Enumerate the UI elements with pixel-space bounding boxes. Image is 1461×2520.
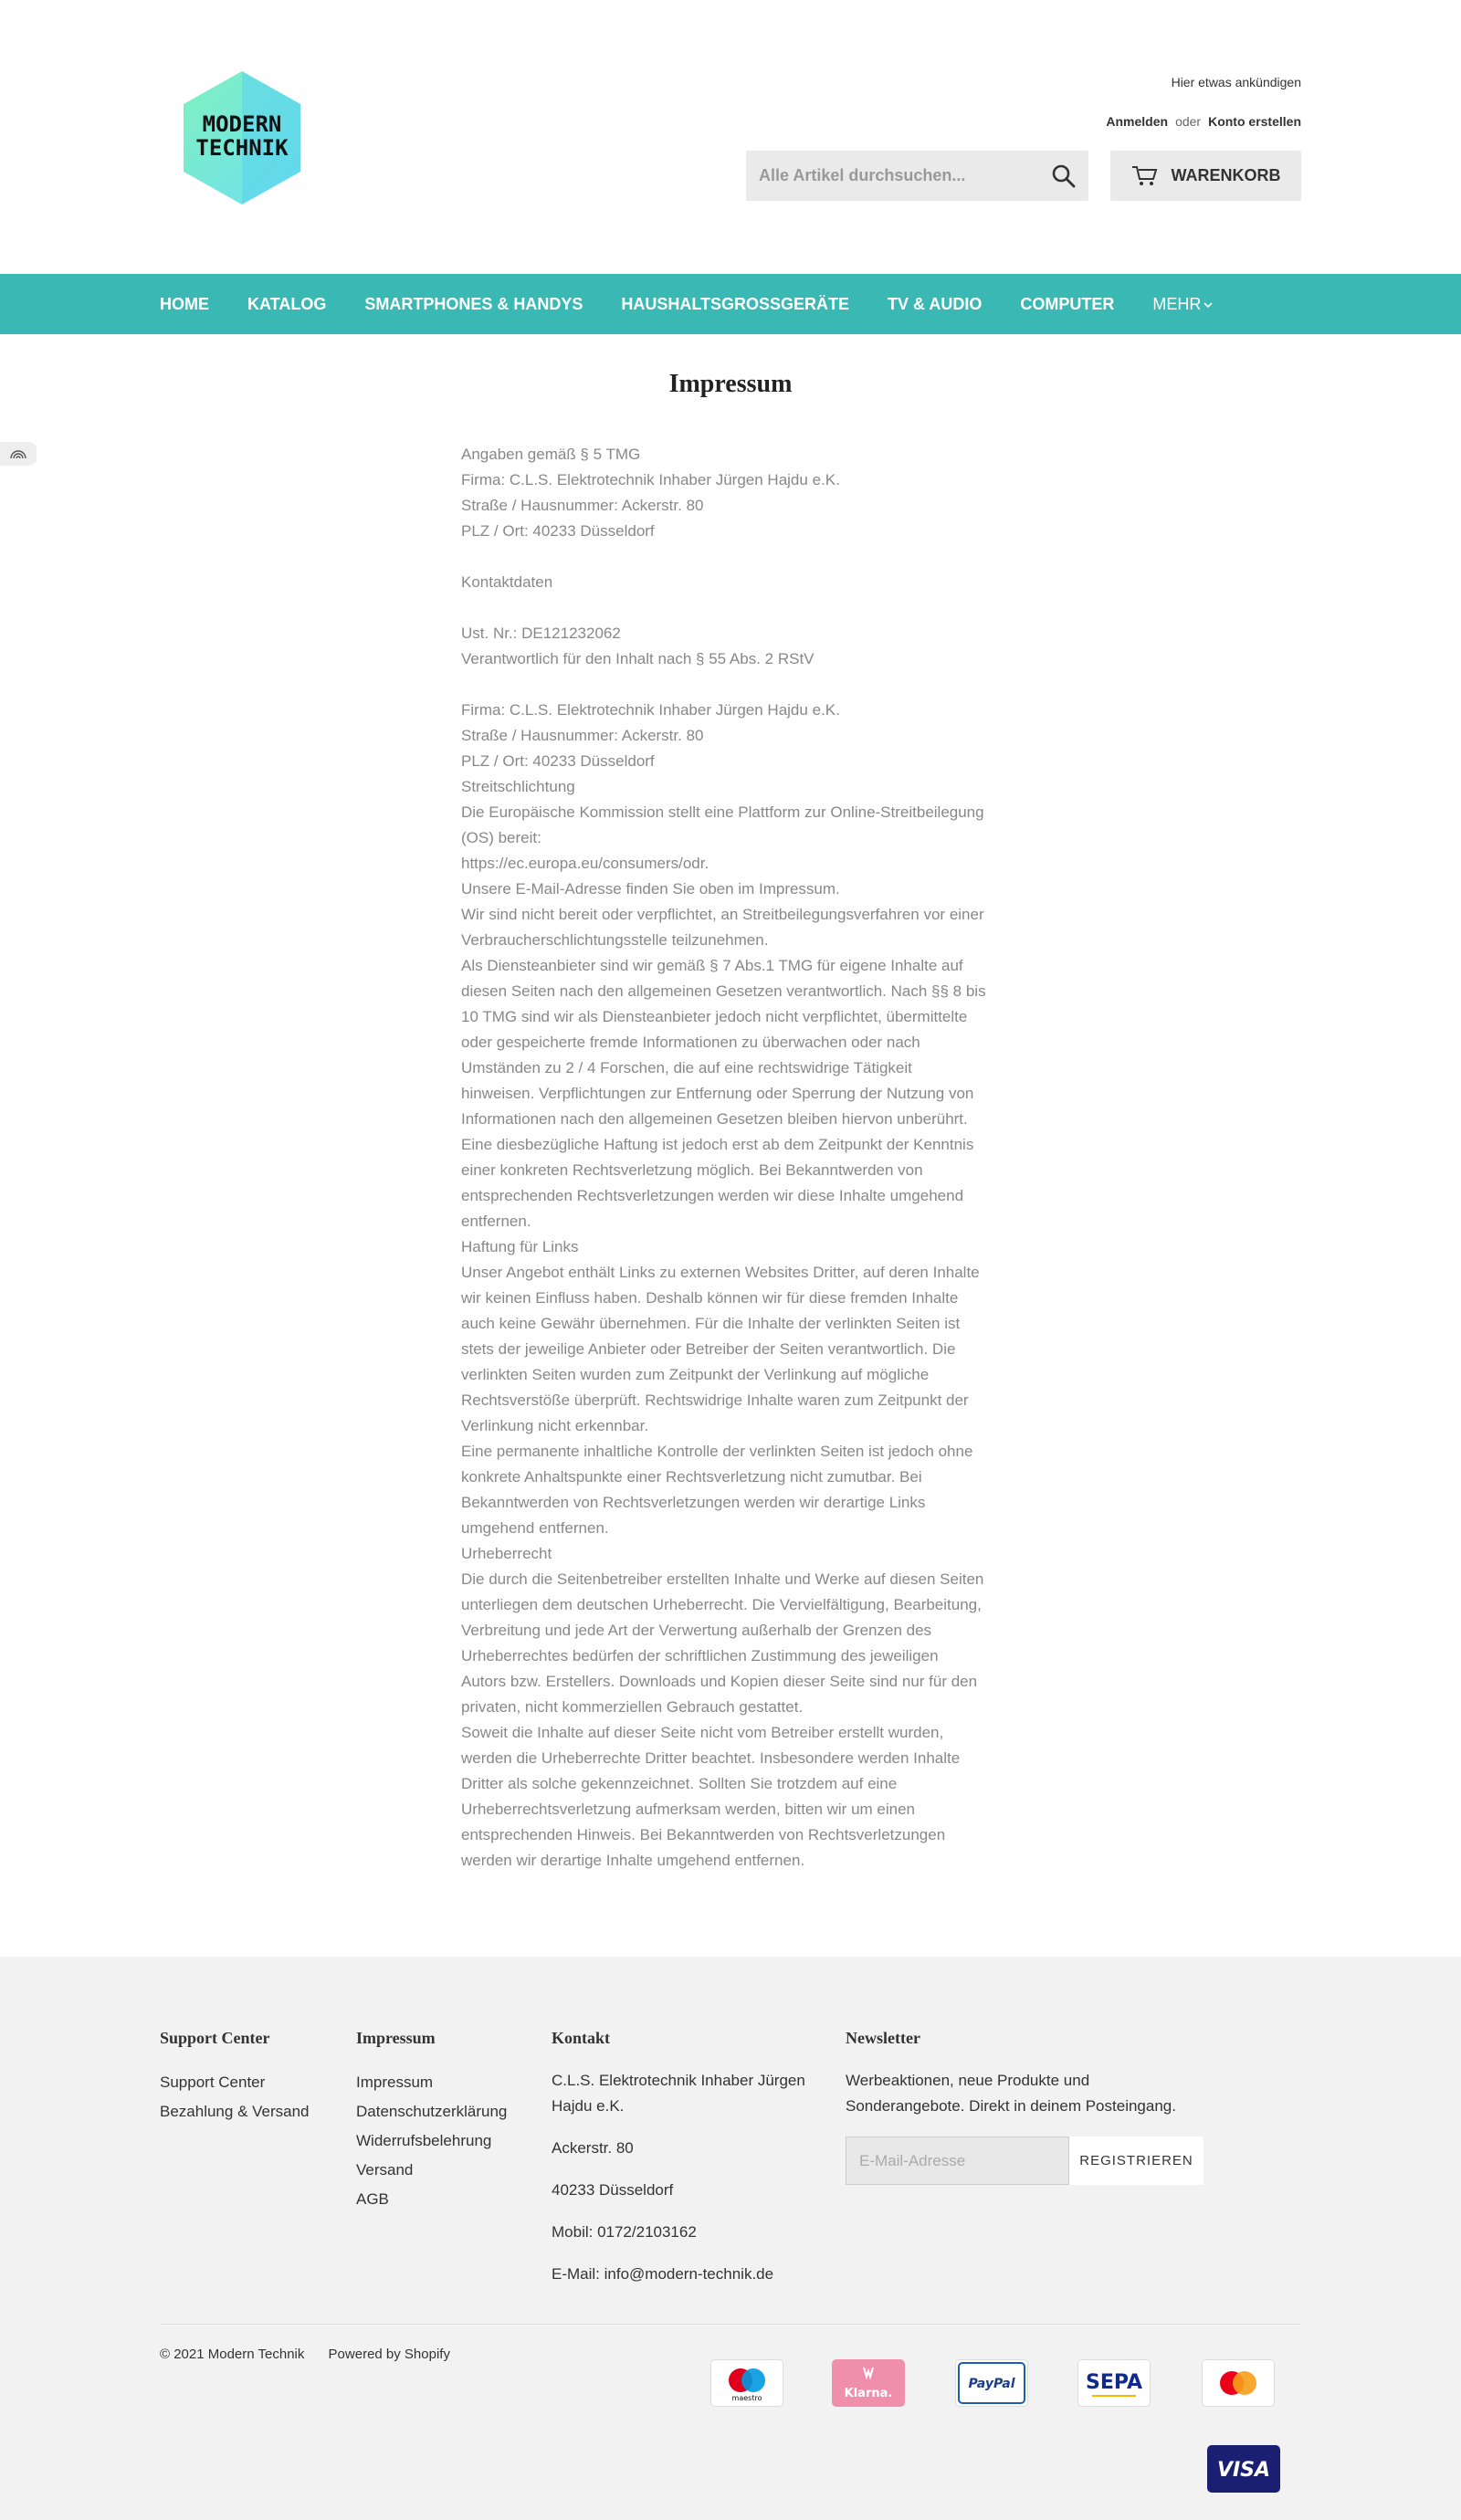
- spacer: [461, 544, 1009, 570]
- footer-link-datenschutz[interactable]: Datenschutzerklärung: [356, 2103, 508, 2120]
- mastercard-icon: [1202, 2359, 1275, 2407]
- text-line: Bekanntwerden von Rechtsverletzungen werden wir derartige Links: [461, 1494, 926, 1511]
- text-line: verlinkten Seiten wurden zum Zeitpunkt der Verlinkung auf mögliche: [461, 1366, 930, 1383]
- create-account-link[interactable]: Konto erstellen: [1208, 114, 1301, 129]
- powered-by-link[interactable]: Powered by Shopify: [328, 2347, 450, 2362]
- text-line: Firma: C.L.S. Elektrotechnik Inhaber Jürgen Hajdu e.K.: [461, 701, 840, 719]
- text-line: Unser Angebot enthält Links zu externen Websites Dritter, auf deren Inhalte: [461, 1264, 980, 1281]
- klarna-label: Klarna.: [844, 2387, 893, 2400]
- fingerprint-icon[interactable]: [0, 442, 37, 466]
- kontakt-company-2: Hajdu e.K.: [552, 2097, 625, 2115]
- sepa-icon: [1077, 2359, 1151, 2407]
- kontakt-company-1: C.L.S. Elektrotechnik Inhaber Jürgen: [552, 2072, 805, 2089]
- newsletter-form: [846, 2137, 1203, 2185]
- maestro-label: maestro: [731, 2394, 762, 2402]
- text-line: Wir sind nicht bereit oder verpflichtet, an Streitbeilegungsverfahren vor einer: [461, 906, 984, 923]
- logo-line2: TECHNIK: [195, 135, 289, 161]
- text-line: Haftung für Links: [461, 1238, 579, 1255]
- nav-item-katalog[interactable]: KATALOG: [247, 294, 327, 313]
- cart-label: WARENKORB: [1171, 166, 1281, 184]
- chevron-down-icon: [1203, 300, 1214, 310]
- text-line: Autors bzw. Erstellers. Downloads und Kopien dieser Seite sind nur für den: [461, 1673, 978, 1690]
- text-line: Urheberrechtsverletzung aufmerksam werden, bitten wir um einen: [461, 1801, 916, 1818]
- nav-more-label: MEHR: [1152, 294, 1202, 313]
- logo-line1: MODERN: [202, 111, 282, 137]
- search-input[interactable]: [746, 151, 1038, 201]
- site-header: [0, 0, 1461, 274]
- klarna-icon: [832, 2359, 905, 2407]
- footer-link-support-center[interactable]: Support Center: [160, 2074, 266, 2091]
- newsletter-text-2: Sonderangebote. Direkt in deinem Posteingang.: [846, 2097, 1176, 2115]
- text-line: Ust. Nr.: DE121232062: [461, 625, 621, 642]
- copyright-text: © 2021 Modern Technik: [160, 2347, 305, 2362]
- nav-item-haushaltsgrossgeraete[interactable]: HAUSHALTSGROSSGERÄTE: [621, 294, 850, 313]
- logo[interactable]: [178, 69, 306, 206]
- footer-newsletter-title: Newsletter: [846, 2029, 920, 2047]
- or-text: oder: [1175, 114, 1202, 129]
- main-nav: [0, 274, 1461, 334]
- search-bar: [746, 151, 1088, 201]
- text-line: entsprechenden Hinweis. Bei Bekanntwerden von Rechtsverletzungen: [461, 1826, 946, 1843]
- nav-item-computer[interactable]: COMPUTER: [1020, 294, 1115, 313]
- text-line: hinweisen. Verpflichtungen zur Entfernung oder Sperrung der Nutzung von: [461, 1085, 974, 1102]
- footer-support-title: Support Center: [160, 2029, 270, 2047]
- text-line: Angaben gemäß § 5 TMG: [461, 446, 641, 463]
- announcement: Hier etwas ankündigen: [1171, 75, 1301, 89]
- text-line: Informationen nach den allgemeinen Gesetzen bleiben hiervon unberührt.: [461, 1110, 968, 1128]
- text-line: einer konkreten Rechtsverletzung möglich. Bei Bekanntwerden von: [461, 1161, 923, 1179]
- search-icon[interactable]: [1050, 163, 1077, 190]
- text-line: Verbreitung und jede Art der Verwertung außerhalb der Grenzen des: [461, 1622, 932, 1639]
- page-title: Impressum: [668, 370, 793, 398]
- spacer: [461, 595, 1009, 621]
- text-line: Unsere E-Mail-Adresse finden Sie oben im Impressum.: [461, 880, 840, 898]
- text-line: Dritter als solche gekennzeichnet. Sollten Sie trotzdem auf eine: [461, 1775, 898, 1792]
- footer-divider: [160, 2324, 1301, 2325]
- visa-label: VISA: [1216, 2459, 1271, 2482]
- text-line: Verbraucherschlichtungsstelle teilzunehmen.: [461, 931, 769, 949]
- paypal-label: PayPal: [968, 2377, 1015, 2391]
- footer-link-agb[interactable]: AGB: [356, 2190, 389, 2208]
- text-line: Eine permanente inhaltliche Kontrolle der verlinkten Seiten ist jedoch ohne: [461, 1443, 973, 1460]
- impressum-content: [461, 442, 1009, 1874]
- text-line: https://ec.europa.eu/consumers/odr.: [461, 855, 709, 872]
- text-line: Straße / Hausnummer: Ackerstr. 80: [461, 727, 704, 744]
- text-line: Firma: C.L.S. Elektrotechnik Inhaber Jürgen Hajdu e.K.: [461, 471, 840, 488]
- nav-item-smartphones[interactable]: SMARTPHONES & HANDYS: [364, 294, 583, 313]
- footer-link-bezahlung[interactable]: Bezahlung & Versand: [160, 2103, 310, 2120]
- footer-link-widerruf[interactable]: Widerrufsbelehrung: [356, 2132, 492, 2149]
- text-line: Verantwortlich für den Inhalt nach § 55 Abs. 2 RStV: [461, 650, 815, 667]
- text-line: diesen Seiten nach den allgemeinen Gesetzen verantwortlich. Nach §§ 8 bis: [461, 982, 986, 1000]
- text-line: Soweit die Inhalte auf dieser Seite nicht vom Betreiber erstellt wurden,: [461, 1724, 944, 1741]
- text-line: Eine diesbezügliche Haftung ist jedoch erst ab dem Zeitpunkt der Kenntnis: [461, 1136, 974, 1153]
- text-line: wir keinen Einfluss haben. Deshalb können wir für diese fremden Inhalte: [461, 1289, 959, 1307]
- text-line: entfernen.: [461, 1213, 531, 1230]
- kontakt-city: 40233 Düsseldorf: [552, 2181, 674, 2199]
- cart-button[interactable]: [1110, 151, 1301, 201]
- text-line: entsprechenden Rechtsverletzungen werden wir diese Inhalte umgehend: [461, 1187, 964, 1204]
- footer-impressum: [356, 2029, 507, 2214]
- text-line: konkrete Anhaltspunkte einer Rechtsverletzung nicht zumutbar. Bei: [461, 1468, 922, 1486]
- text-line: stets der jeweilige Anbieter oder Betreiber der Seiten verantwortlich. Die: [461, 1340, 956, 1358]
- kontakt-email: E-Mail: info@modern-technik.de: [552, 2265, 774, 2283]
- text-line: Rechtsverstöße überprüft. Rechtswidrige Inhalte waren zum Zeitpunkt der: [461, 1391, 969, 1409]
- visa-icon: [1207, 2445, 1280, 2493]
- kontakt-mobile: Mobil: 0172/2103162: [552, 2223, 697, 2241]
- nav-item-more[interactable]: [1152, 295, 1214, 314]
- text-line: PLZ / Ort: 40233 Düsseldorf: [461, 752, 655, 770]
- text-line: Kontaktdaten: [461, 573, 553, 591]
- footer-kontakt: [552, 2029, 805, 2287]
- copyright: [160, 2347, 470, 2362]
- account-links: [1106, 114, 1301, 129]
- footer-link-versand[interactable]: Versand: [356, 2161, 414, 2179]
- footer-kontakt-title: Kontakt: [552, 2029, 611, 2047]
- text-line: Die durch die Seitenbetreiber erstellten Inhalte und Werke auf diesen Seiten: [461, 1570, 984, 1588]
- footer-link-impressum[interactable]: Impressum: [356, 2074, 434, 2091]
- text-line: Verlinkung nicht erkennbar.: [461, 1417, 649, 1434]
- kontakt-street: Ackerstr. 80: [552, 2139, 634, 2157]
- text-line: auch keine Gewähr übernehmen. Für die Inhalte der verlinkten Seiten ist: [461, 1315, 961, 1332]
- text-line: PLZ / Ort: 40233 Düsseldorf: [461, 522, 655, 540]
- text-line: Urheberrecht: [461, 1545, 552, 1562]
- spacer: [461, 672, 1009, 698]
- nav-item-home[interactable]: HOME: [160, 294, 209, 313]
- newsletter-submit-button[interactable]: REGISTRIEREN: [1069, 2137, 1203, 2185]
- text-line: privaten, nicht kommerziellen Gebrauch gestattet.: [461, 1698, 804, 1716]
- text-line: Umständen zu 2 / 4 Forschen, die auf eine rechtswidrige Tätigkeit: [461, 1059, 912, 1076]
- nav-item-tv-audio[interactable]: TV & AUDIO: [888, 294, 983, 313]
- login-link[interactable]: Anmelden: [1106, 114, 1169, 129]
- newsletter-email-input[interactable]: [846, 2137, 1069, 2185]
- footer-impressum-title: Impressum: [356, 2029, 436, 2047]
- text-line: Straße / Hausnummer: Ackerstr. 80: [461, 497, 704, 514]
- text-line: (OS) bereit:: [461, 829, 541, 846]
- text-line: Als Diensteanbieter sind wir gemäß § 7 Abs.1 TMG für eigene Inhalte auf: [461, 957, 963, 974]
- text-line: Die Europäische Kommission stellt eine Plattform zur Online-Streitbeilegung: [461, 803, 984, 821]
- text-line: werden wir derartige Inhalte umgehend entfernen.: [461, 1852, 805, 1869]
- text-line: Urheberrechtes bedürfen der schriftlichen Zustimmung des jeweiligen: [461, 1647, 939, 1664]
- text-line: unterliegen dem deutschen Urheberrecht. Die Vervielfältigung, Bearbeitung,: [461, 1596, 982, 1613]
- text-line: umgehend entfernen.: [461, 1519, 609, 1537]
- paypal-icon: [955, 2359, 1028, 2407]
- newsletter-text-1: Werbeaktionen, neue Produkte und: [846, 2072, 1090, 2089]
- text-line: Streitschlichtung: [461, 778, 575, 795]
- cart-icon: [1131, 165, 1159, 187]
- footer-newsletter: [846, 2029, 1211, 2119]
- sepa-label: SEPA: [1085, 2371, 1143, 2394]
- text-line: werden die Urheberrechte Dritter beachtet. Insbesondere werden Inhalte: [461, 1749, 961, 1767]
- text-line: oder gespeicherte fremde Informationen zu überwachen oder nach: [461, 1034, 920, 1051]
- footer-support: [160, 2029, 310, 2126]
- maestro-icon: [710, 2359, 783, 2407]
- text-line: 10 TMG sind wir als Diensteanbieter jedoch nicht verpflichtet, übermittelte: [461, 1008, 968, 1025]
